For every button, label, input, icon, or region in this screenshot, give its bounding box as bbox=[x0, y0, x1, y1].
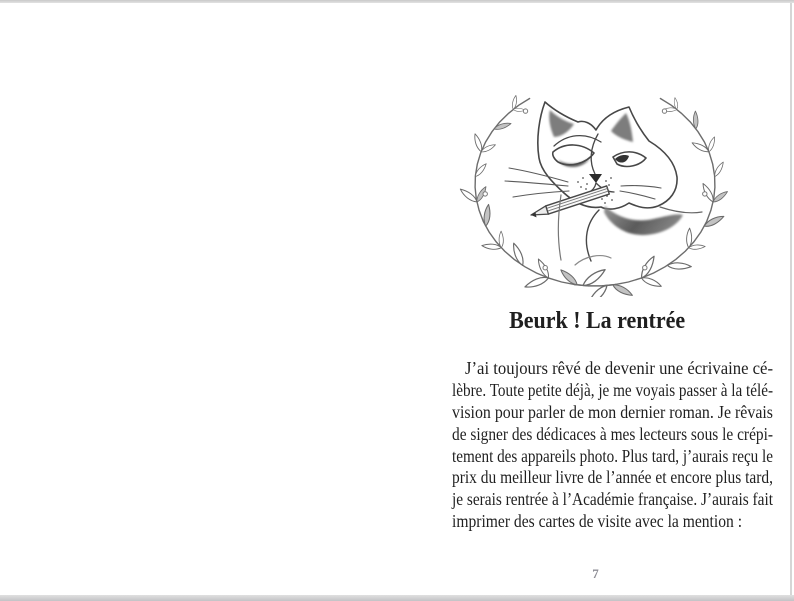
paragraph-line: je serais rentrée à l’Académie française. J’aurais fait bbox=[452, 489, 773, 510]
page-right bbox=[397, 0, 794, 601]
chapter-paragraph bbox=[452, 358, 773, 533]
page-edge-right bbox=[790, 3, 792, 595]
page-number: 7 bbox=[592, 566, 599, 581]
paragraph-line: J’ai toujours rêvé de devenir une écrivaine cé- bbox=[465, 358, 774, 378]
paragraph-line: tement des appareils photo. Plus tard, j’aurais reçu le bbox=[452, 445, 774, 466]
chapter-title: Beurk ! La rentrée bbox=[508, 308, 686, 334]
cat-laurel-wreath-drawing bbox=[455, 60, 735, 297]
page-edge-bottom bbox=[0, 595, 794, 601]
paragraph-line: imprimer des cartes de visite avec la mention : bbox=[452, 511, 743, 532]
paragraph-line: de signer des dédicaces à mes lecteurs sous le crépi- bbox=[452, 423, 774, 444]
page-edge-top bbox=[0, 0, 794, 3]
paragraph-line: lèbre. Toute petite déjà, je me voyais passer à la télé- bbox=[452, 379, 774, 400]
paragraph-line: vision pour parler de mon dernier roman. Je rêvais bbox=[452, 401, 773, 422]
cat-with-pencil bbox=[505, 102, 702, 265]
paragraph-line: prix du meilleur livre de l’année et encore plus tard, bbox=[452, 467, 773, 488]
chapter-illustration bbox=[455, 60, 735, 297]
